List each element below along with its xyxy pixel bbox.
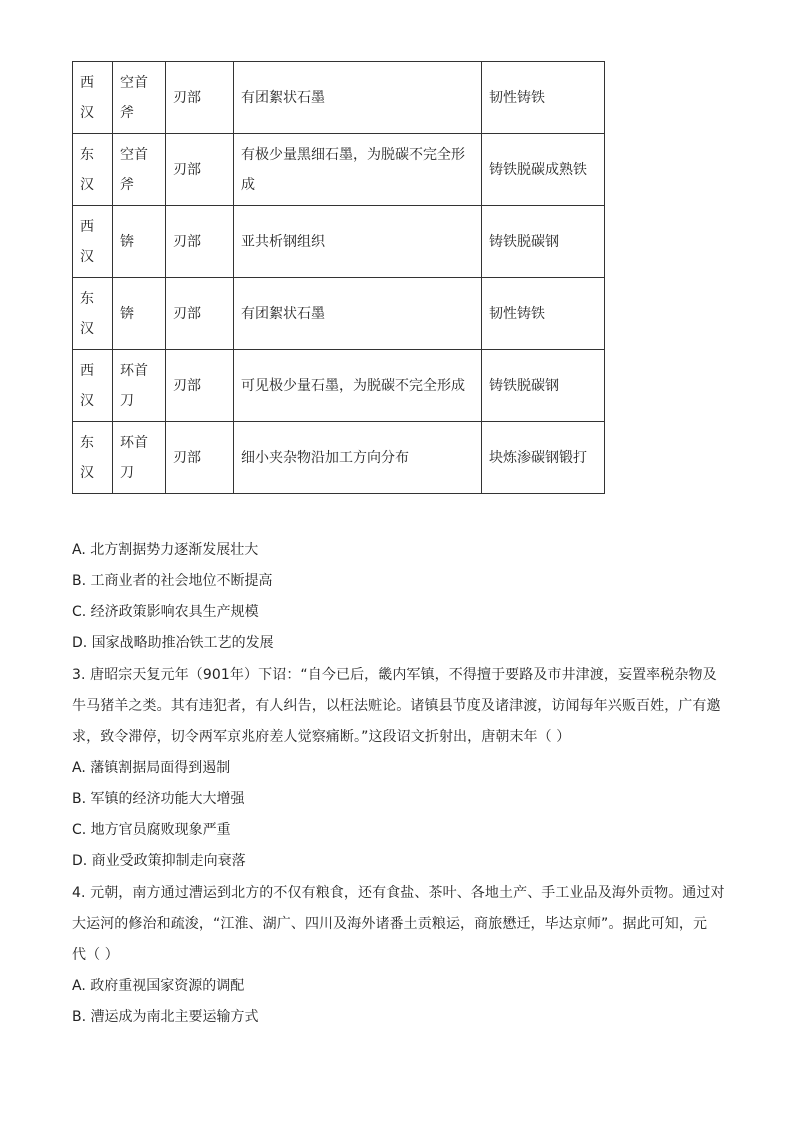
item-cell: 环首 刀: [113, 422, 166, 494]
q3-option-c: C. 地方官员腐败现象严重: [72, 822, 231, 838]
era-cell: 东 汉: [73, 422, 113, 494]
table-row: [73, 278, 605, 350]
process-cell: 铸铁脱碳钢: [482, 350, 605, 422]
q3-option-b: B. 军镇的经济功能大大增强: [72, 791, 245, 807]
q4-stem-line: 大运河的修治和疏浚，“江淮、湖广、四川及海外诸番土贡粮运，商旅懋迁，毕达京师”。据此可知，元: [72, 916, 708, 932]
structure-cell: 可见极少量石墨，为脱碳不完全形成: [234, 350, 482, 422]
part-cell: 刃部: [166, 206, 234, 278]
q2-option-d: D. 国家战略助推冶铁工艺的发展: [72, 635, 274, 651]
process-cell: 韧性铸铁: [482, 278, 605, 350]
q2-option-a: A. 北方割据势力逐渐发展壮大: [72, 542, 259, 558]
table-row: [73, 422, 605, 494]
process-cell: 铸铁脱碳成熟铁: [482, 134, 605, 206]
era-cell: 东 汉: [73, 134, 113, 206]
item-cell: 环首 刀: [113, 350, 166, 422]
q3-stem-line: 3. 唐昭宗天复元年（901年）下诏：“自今已后，畿内军镇，不得擅于要路及市井津渡，妄置率税杂物及: [72, 667, 717, 683]
q3-option-a: A. 藩镇割据局面得到遏制: [72, 760, 231, 776]
part-cell: 刃部: [166, 62, 234, 134]
structure-cell: 有团絮状石墨: [234, 62, 482, 134]
part-cell: 刃部: [166, 350, 234, 422]
structure-cell: 亚共析钢组织: [234, 206, 482, 278]
item-cell: 空首 斧: [113, 62, 166, 134]
part-cell: 刃部: [166, 134, 234, 206]
table-row: [73, 134, 605, 206]
q3-option-d: D. 商业受政策抑制走向衰落: [72, 853, 246, 869]
iron-artifact-table: [72, 61, 605, 494]
item-cell: 锛: [113, 206, 166, 278]
q4-option-b: B. 漕运成为南北主要运输方式: [72, 1009, 259, 1025]
q3-stem-line: 求，致令滞停，切令两军京兆府差人觉察痛断。”这段诏文折射出，唐朝末年（ ）: [72, 729, 571, 745]
table-row: [73, 206, 605, 278]
part-cell: 刃部: [166, 278, 234, 350]
q4-option-a: A. 政府重视国家资源的调配: [72, 978, 245, 994]
process-cell: 韧性铸铁: [482, 62, 605, 134]
era-cell: 西 汉: [73, 206, 113, 278]
process-cell: 块炼渗碳钢锻打: [482, 422, 605, 494]
item-cell: 空首 斧: [113, 134, 166, 206]
q4-stem-line: 代（ ）: [72, 947, 119, 963]
table-row: [73, 350, 605, 422]
era-cell: 西 汉: [73, 350, 113, 422]
era-cell: 东 汉: [73, 278, 113, 350]
q4-stem-line: 4. 元朝，南方通过漕运到北方的不仅有粮食，还有食盐、茶叶、各地土产、手工业品及海外贡物。通过对: [72, 885, 725, 901]
table-row: [73, 62, 605, 134]
q2-option-c: C. 经济政策影响农具生产规模: [72, 604, 259, 620]
structure-cell: 有团絮状石墨: [234, 278, 482, 350]
structure-cell: 有极少量黑细石墨，为脱碳不完全形 成: [234, 134, 482, 206]
q2-option-b: B. 工商业者的社会地位不断提高: [72, 573, 273, 589]
process-cell: 铸铁脱碳钢: [482, 206, 605, 278]
part-cell: 刃部: [166, 422, 234, 494]
structure-cell: 细小夹杂物沿加工方向分布: [234, 422, 482, 494]
item-cell: 锛: [113, 278, 166, 350]
era-cell: 西 汉: [73, 62, 113, 134]
q3-stem-line: 牛马猪羊之类。其有违犯者，有人纠告，以枉法赃论。诸镇县节度及诸津渡，访闻每年兴贩百姓，广有邀: [72, 698, 721, 714]
